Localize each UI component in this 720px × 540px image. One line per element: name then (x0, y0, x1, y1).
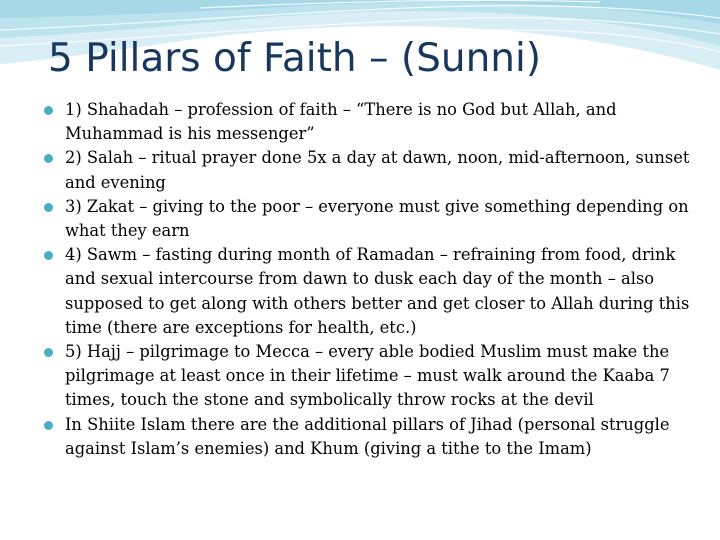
bullet-item (44, 98, 694, 146)
bullet-item (44, 340, 694, 413)
bullet-dot-icon (44, 421, 53, 430)
bullet-text: 1) Shahadah – profession of faith – “There is no God but Allah, and Muhammad is his messenger” (65, 100, 617, 144)
bullet-text: 4) Sawm – fasting during month of Ramadan – refraining from food, drink and sexual intercourse from dawn to dusk each day of the month – also supposed to get along with others better and get closer to Allah during this time (there are exceptions for health, etc.) (65, 245, 690, 337)
bullet-item (44, 146, 694, 194)
bullet-text: In Shiite Islam there are the additional pillars of Jihad (personal struggle against Islam’s enemies) and Khum (giving a tithe to the Imam) (65, 414, 670, 458)
bullet-dot-icon (44, 348, 53, 357)
bullet-dot-icon (44, 203, 53, 212)
bullet-dot-icon (44, 106, 53, 115)
bullet-item (44, 243, 694, 340)
bullet-text: 2) Salah – ritual prayer done 5x a day at dawn, noon, mid-afternoon, sunset and evening (65, 148, 690, 192)
bullet-item (44, 413, 694, 461)
bullet-dot-icon (44, 251, 53, 260)
bullet-text: 3) Zakat – giving to the poor – everyone must give something depending on what they earn (65, 196, 689, 241)
bullet-list (44, 98, 694, 461)
bullet-dot-icon (44, 154, 53, 163)
bullet-text: 5) Hajj – pilgrimage to Mecca – every able bodied Muslim must make the pilgrimage at least once in their lifetime – must walk around the Kaaba 7 times, touch the stone and symbolically throw rocks at the devil (65, 342, 670, 410)
bullet-item (44, 195, 694, 243)
slide-title: 5 Pillars of Faith – (Sunni) (48, 36, 542, 81)
